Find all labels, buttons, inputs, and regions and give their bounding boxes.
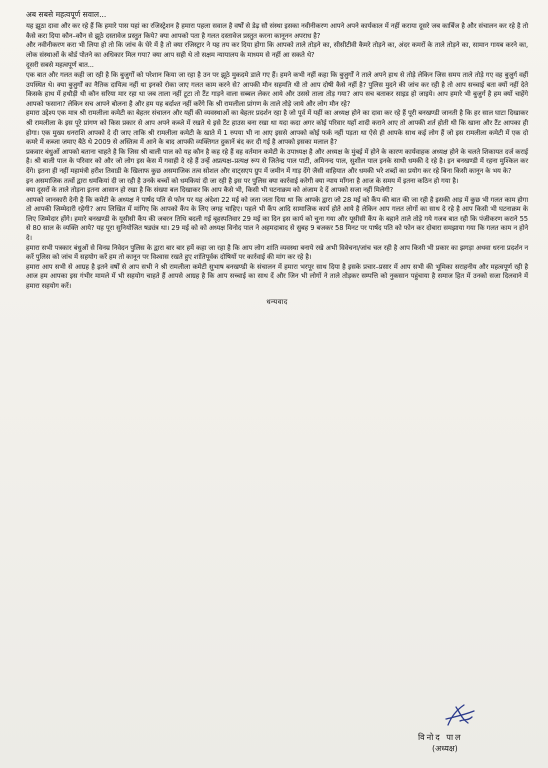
paragraph-camp-details: आपको जानकारी देनी है कि कमेटी के अध्यक्ष ने पार्षद पति से फोन पर यह अंदेशा 22 मई को जता जता दिया था कि आपके द्वारा जो 28 मई को कैंप की बात की जा रही है इसकी आड़ में कुछ भी गलत काम होगा तो आपकी जिम्मेदारी रहेगी? आप लिखित में मांगिए कि आपको कैंप के लिए जगह चाहिए। पहले भी कैंप आदि सामाजिक कार्य होते आये है लेकिन आप गलत लोगों का साथ दे रहे है आप किसी भी घटनाक्रम के लिए जिम्मेदार होंगे। हमारे बनखण्डी के यूसीसी कैंप की जबरन तिथि बदली गई बृहस्पतिवार 29 मई का दिन इस कार्य को चुना गया और यूसीसी कैंप के बहाने ताले तोड़े गये गजब बात रही कि पंजीकरण कराने 55 से 80 साल के व्यक्ति आये? यह पूरा सुनियोजित षड्यंत्र था। 29 मई को को अध्यक्ष विनोद पाल ने अहमदाबाद से सुबह 9 बजकर 58 मिनट पर पार्षद पति को फोन कर दोबारा समझाया गया कि गलत काम न होने दे। [26, 195, 528, 243]
paragraph-elders: एक बात और गलत कही जा रही है कि बुजुर्गों को परेशान किया जा रहा है उन पर झूठे मुकदमे डाले गए हैं। हमने कभी नहीं कहा कि बुजुर्गों ने ताले अपने हाथ से तोड़े लेकिन जिस समय ताले तोड़े गए वह बुजुर्ग वहीं उपस्थित थे। क्या बुजुर्गों का नैतिक दायित्व नहीं था इनको रोका जाए गलत काम करने से? आपकी मौन सहमति थी तो आप दोषी कैसे नहीं है? पुलिस मुदने की जांच कर रही है तो आप सच्चाई बता क्यों नहीं देते किसके हाथ में हथौड़ी थी कौन सरिया मार रहा था जब ताला नहीं टूटा तो टैंट गाड़ने वाला सब्बल लेकर आये और उससे ताला तोड़ गया? आप सच बताकर साइड हो जाइये। आप हमारे भी बुजुर्ग है हम क्यों चाहेंगे आपको फसाना? लेकिन सच आपने बोलना है और हम यह बर्दाश्त नहीं करेंगे कि श्री रामलीला प्रांगण के ताले तोड़े जाये और लोग मौन रहे? [26, 70, 528, 108]
paragraph-registration: यह झूठा दावा और कर रहे हैं कि हमारे पास यहां का रजिस्ट्रेशन है हमारा पहला सवाल है वर्षों से डेढ़ सौ संस्था इसका नवीनीकरण आपने अपने कार्यकाल में नहीं कराया दूसरे जब कार्बिज है और संचालन कर रहे है तो कैसे करा दिया कौन–कौन से झूठे दस्तावेज प्रस्तुत किये? क्या आपको पता है गलत दस्तावेज प्रस्तुत करना कानूनन अपराध है? [26, 22, 528, 40]
paragraph-objective: हमारा उद्देश्य एक मात्र श्री रामलीला कमेटी का बेहतर संचालन और यहीं की व्यवस्थाओं का बेहतर प्रदर्शन रहा है जो पूर्व में यहीं का अध्यक्ष होने का दावा कर रहे हैं पूरी बनखण्डी जानती है कि हर साल घाटा दिखाकर श्री रामलीला के इस पूरे प्रांगण को किस प्रकार से आप अपने कब्जे में रखते थे इसे टैंट हाउस बना रखा था यदा कदा अगर कोई परिवार यहाँ शादी कराने आए तो आपकी शर्त होती थी कि खाना और टैंट आपका ही होगा। एक मुख्य धनराशि आपको दे दी जाए ताकि श्री रामलीला कमेटी के खाते में 1 रुपया भी ना आए इससे आपको कोई फर्क नहीं पड़ता था ऐसे ही आपके साथ कई लोग हैं जो इस रामलीला कमेटी में एक दो कमरे में कब्जा जमाए बैठे थे 2009 से अस्तित्व में आने के बाद आपकी व्यक्तिगत दुकानें बंद कर दी गई है आपको इसका मलाल है? [26, 109, 528, 147]
closing-thanks: धन्यवाद [266, 297, 288, 306]
handwritten-signature [438, 701, 482, 731]
paragraph-renewal: और नवीनीकरण करा भी लिया हो तो कि जांच के घेरे में है तो क्या रजिस्ट्रार ने यह तय कर दिया होगा कि आपको ताले तोड़ने का, सीसीटीवी कैमरे तोड़ने का, अंदर कमरों के ताले तोड़ने का, सामान गायब करने का, लोक संस्थाओं के बोर्ड पोतने का अधिकार मिल गया? क्या आप सही थे तो सक्षम न्यायालय के माध्यम से नहीं आ सकते थे? [26, 41, 528, 59]
paragraph-threats: प्रकवार बंधुओं आपको बताना चाहते है कि जिस श्री बाली पाल को यह कौन है कह रहे हैं वह वर्तमान कमेटी के उपाध्यक्ष है और अध्यक्ष के मुंबई में होने के कारण कार्यवाहक अध्यक्ष होने के चलते शिकायत दर्ज कराई है। श्री बाली पाल के परिवार को और जो लोग इस केस में गवाही दे रहे हैं उन्हें अप्रत्यक्ष–प्रत्यक्ष रूप से जितेन्द्र पाल पाटी, अमिनन्द पाल, सुशील पाल इनके साथी धमकी दे रहे है। इन बनखण्डी में रहना मुश्किल कर देंगे। इतना ही नहीं महामंत्री हरीश तिवाडी के खिलाफ कुछ असमाजिक तत्व सोशल और वाट्सएप ग्रुप में जमीन में गाड़ देंगे जैसी वाहियात और धमकी भरे शब्दों का प्रयोग कर रहे बिना किसी कानून के भय के? [26, 147, 528, 175]
paragraph-lock-breaking: क्या दूसरों के ताले तोड़ना इतना आसान हो रखा है कि संख्या बल दिखाकर कि आप कैसे भी, किसी भी घटनाक्रम को अंजाम दे दें आपको सजा नहीं मिलेगी? [26, 186, 394, 195]
document-heading: अब सबसे महत्वपूर्ण सवाल... [26, 10, 107, 19]
signatory-designation: (अध्यक्ष) [432, 744, 458, 753]
signatory-name: विनोद पाल [418, 732, 463, 742]
signature-block [418, 701, 508, 754]
paragraph-press-appeal: हमारा सभी पत्रकार बंधुओं से विनम्र निवेदन पुलिस के द्वारा बार बार हमें कहा जा रहा है कि आप लोग शांति व्यवस्था बनाये रखे अभी विवेचना/जांच चल रही है आप किसी भी प्रकार का झगड़ा अथवा धरना प्रदर्शन न करें पुलिस को जांच में सहयोग करें हम तो कानून पर विश्वास रखते हुए शांतिपूर्वक दोषियों पर कार्रवाई की मांग कर रहे है। [26, 243, 528, 262]
subheading-second-point: दूसरी सबसे महत्वपूर्ण बात... [26, 61, 94, 70]
paragraph-police-action: इन असमाजिक तत्वों द्वारा धमकियां दी जा रही है उनके बच्चों को धमकियां दी जा रही है इस पर पुलिस क्या कार्रवाई करेगी क्या न्याय माँगना है आज के समय में इतना कठिन हो गया है। [26, 176, 459, 185]
paragraph-support-request: हमारा आप सभी से आग्रह है इतने वर्षों से आप सभी ने श्री रामलीला कमेटी सुभाष बनखण्डी के संचालन में हमारा भरपूर साथ दिया है इसके प्रचार–प्रसार में आप सभी की भूमिका सराहनीय और महत्वपूर्ण रही है आज हम आपका इस गंभीर मामले में भी सहयोग चाहते हैं आपसे आग्रह है कि आप सच्चाई का साथ दें और जिन भी लोगों ने ताले तोड़कर सम्पत्ति को नुकसान पहुंचाया है समाज हित में उनको सजा दिलवाने में हमारा सहयोग करें। [26, 262, 528, 291]
